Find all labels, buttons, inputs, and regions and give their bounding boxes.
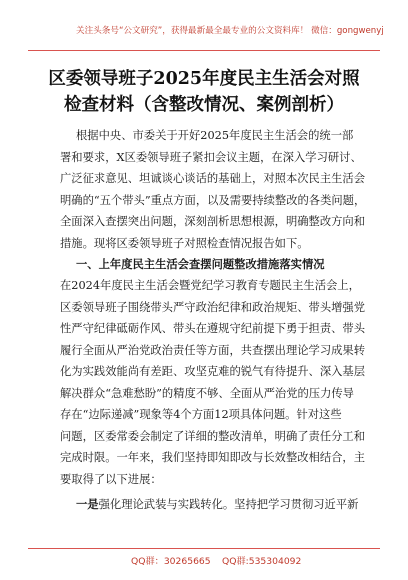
body-line: 性严守纪律砥砺作风、带头在遵规守纪前提下勇于担责、带头 [60,322,366,335]
header-promo-text: 关注头条号“公文研究”，获得最新最全最专业的公文资料库！ 微信：gongwenyj [76,26,384,36]
footer-divider [28,548,380,549]
section-heading: 一、上年度民主生活会查摆问题整改措施落实情况 [76,257,325,271]
body-line: 存在“边际递减”现象等4个方面12项具体问题。针对这些 [60,408,342,421]
intro-line: 根据中央、市委关于开好2025年度民主生活会的统一部 [76,129,354,142]
body-line: 要取得了以下进展： [60,472,162,486]
intro-line: 广泛征求意见、坦诚谈心谈话的基础上，对照本次民主生活会 [60,172,366,185]
footer-qq-group-2: QQ群:535304092 [222,556,302,567]
intro-line: 署和要求，X区委领导班子紧扣会议主题，在深入学习研讨、 [60,150,362,164]
intro-line: 措施。现将区委领导班子对照检查情况报告如下。 [60,236,309,250]
header-divider [28,50,380,51]
intro-line: 全面深入查摆突出问题，深刻剖析思想根源，明确整改方向和 [60,215,366,228]
footer-qq-group-1: QQ群：30265665 [131,556,211,567]
intro-line: 明确的“五个带头”重点方面，以及需要持续整改的各类问题， [60,193,366,207]
header-bar [0,0,408,58]
body-line: 问题，区委常委会制定了详细的整改清单，明确了责任分工和 [60,429,366,443]
point-one-text: 强化理论武装与实践转化。坚持把学习贯彻习近平新 [98,498,359,511]
body-line: 完成时限。一年来，我们坚持即知即改与长效整改相结合，主 [60,451,366,464]
body-line: 区委领导班子围绕带头严守政治纪律和政治规矩、带头增强党 [60,300,366,314]
document-title-line-2: 检查材料（含整改情况、案例剖析） [64,95,344,115]
document-title-line-1: 区委领导班子2025年度民主生活会对照 [48,69,360,89]
point-one-line [76,494,376,516]
body-line: 解决群众“急难愁盼”的精度不够、全面从严治党的压力传导 [60,386,354,400]
body-line: 在2024年度民主生活会暨党纪学习教育专题民主生活会上， [60,279,360,292]
body-line: 履行全面从严治党政治责任等方面，共查摆出理论学习成果转 [60,343,366,357]
body-line: 化为实践效能尚有差距、攻坚克难的锐气有待提升、深入基层 [60,365,366,378]
point-one-lead: 一是 [76,497,99,511]
